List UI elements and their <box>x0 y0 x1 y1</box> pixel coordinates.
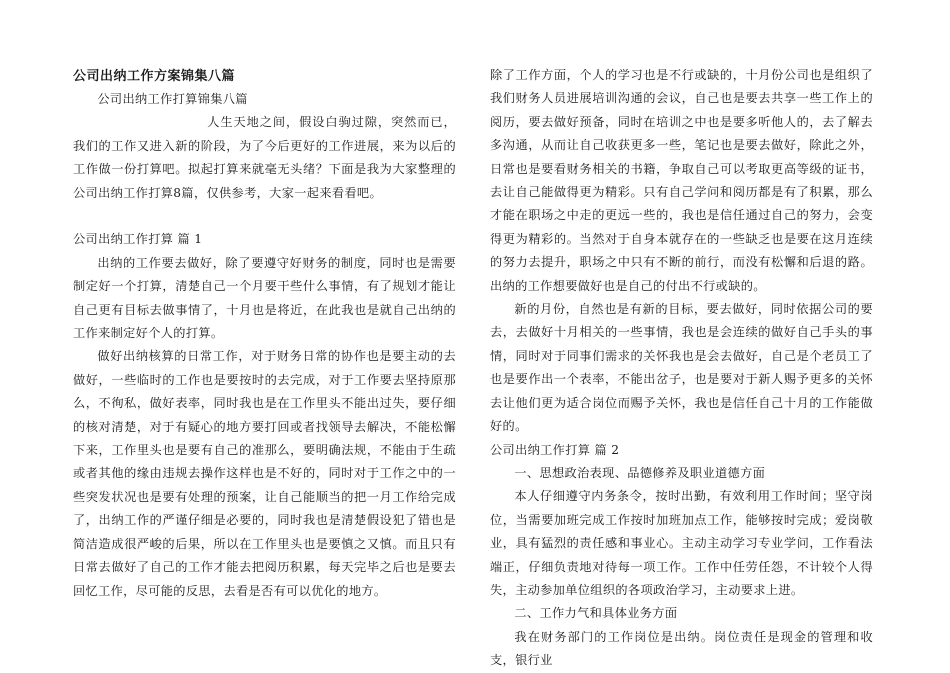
left-column <box>73 64 456 603</box>
section-1-paragraph-1: 出纳的工作要去做好，除了要遵守好财务的制度，同时也是需要制定好一个打算，清楚自己一个月要干些什么事情，有了规划才能让自己更有目标去做事情了，十月也是将近，在此我也是就自己出纳的工作来制定好个人的打算。 <box>73 255 456 341</box>
document-title: 公司出纳工作方案锦集八篇 <box>73 69 236 84</box>
section-1-heading: 公司出纳工作打算 篇 1 <box>73 232 203 247</box>
section-1-paragraph-4: 新的月份，自然也是有新的目标，要去做好，同时依据公司的要去，去做好十月相关的一些事情，我也是会连续的做好自己手头的事情，同时对于同事们需求的关怀我也是会去做好，自己是个老员工了也是要作出一个表率，不能出岔子，也是要对于新人赐予更多的关怀去让他们更为适合岗位而赐予关怀，我也是信任自己十月的工作能做好的。 <box>490 302 873 434</box>
blank-line <box>73 205 456 228</box>
section-1-paragraph-3-continued: 除了工作方面，个人的学习也是不行或缺的，十月份公司也是组织了我们财务人员进展培训沟通的会议，自己也是要去共享一些工作上的阅历，要去做好预备，同时在培训之中也是要多听他人的，去了解去多沟通，从而让自己收获更多一些，笔记也是要去做好，除此之外，日常也是要看财务相关的书籍，争取自己可以考取更高等级的证书，去让自己能做得更为精彩。只有自己学问和阅历都是有了积累，那么才能在职场之中走的更远一些的，我也是信任通过自己的努力，会变得更为精彩的。当然对于自身本就存在的一些缺乏也是要在这月连续的努力去提升，职场之中只有不断的前行，而没有松懈和后退的路。出纳的工作想要做好也是自己的付出不行或缺的。 <box>490 68 873 293</box>
document-subtitle: 公司出纳工作打算锦集八篇 <box>97 92 248 106</box>
intro-paragraph: 人生天地之间，假设白驹过隙，突然而已，我们的工作又进入新的阶段，为了今后更好的工作进展，来为以后的工作做一份打算吧。拟起打算来就毫无头绪？下面是我为大家整理的公司出纳工作打算8篇，仅供参考，大家一起来看看吧。 <box>73 115 456 200</box>
subsection-1-text: 本人仔细遵守内务条令，按时出勤，有效利用工作时间；坚守岗位，当需要加班完成工作按时加班加点工作，能够按时完成；爱岗敬业，具有猛烈的责任感和事业心。主动主动学习专业学问，工作看法端正，仔细负责地对待每一项工作。工作中任劳任怨，不计较个人得失，主动参加单位组织的各项政治学习，主动要求上进。 <box>490 489 873 597</box>
subsection-1-heading: 一、思想政治表现、品德修养及职业道德方面 <box>514 465 766 480</box>
subsection-2-heading: 二、工作力气和具体业务方面 <box>514 606 678 621</box>
section-1-paragraph-2: 做好出纳核算的日常工作，对于财务日常的协作也是要主动的去做好，一些临时的工作也是要按时的去完成，对于工作要去坚持原那么，不徇私，做好表率，同时我也是在工作里头不能出过失，要仔细的核对清楚，对于有疑心的地方要打回或者找领导去解决，不能松懈下来，工作里头也是要有自己的准那么，要明确法规，不能由于生疏或者其他的缘由违规去操作这样也是不好的，同时对于工作之中的一些突发状况也是要有处理的预案，让自己能顺当的把一月工作给完成了，出纳工作的严谨仔细是必要的，同时我也是清楚假设犯了错也是简洁造成很严峻的后果，所以在工作里头也是要慎之又慎。而且只有日常去做好了自己的工作才能去把阅历积累，每天完毕之后也是要去回忆工作，尽可能的反思，去看是否有可以优化的地方。 <box>73 349 456 598</box>
subsection-2-text: 我在财务部门的工作岗位是出纳。岗位责任是现金的管理和收支，银行业 <box>490 629 873 668</box>
right-column <box>490 64 873 673</box>
section-2-heading: 公司出纳工作打算 篇 2 <box>490 442 620 457</box>
